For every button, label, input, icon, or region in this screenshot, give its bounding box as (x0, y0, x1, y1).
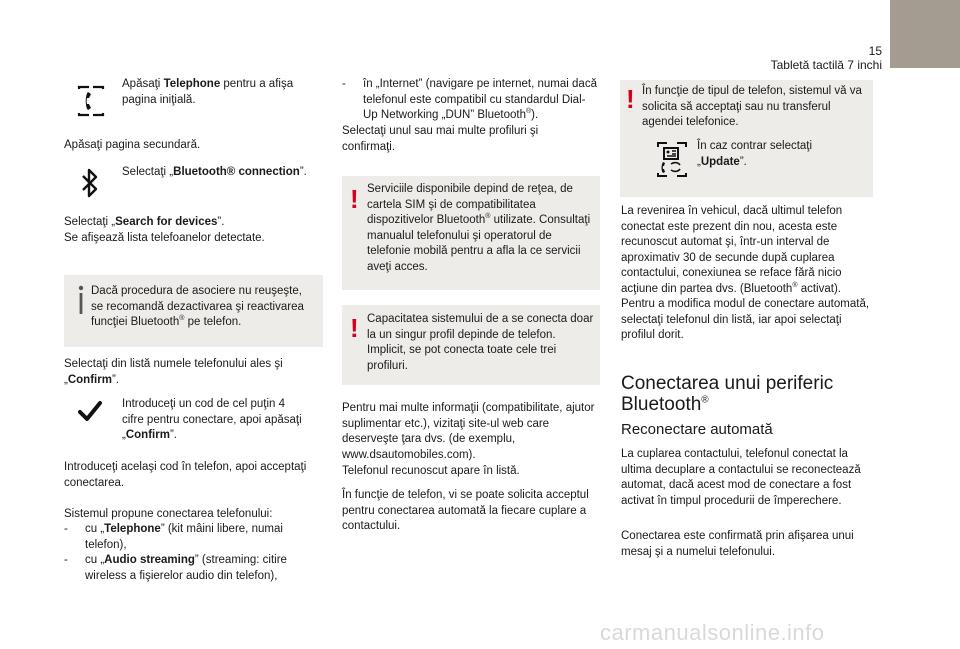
phone-icon (74, 82, 108, 120)
step-secondary-page: Apăsaţi pagina secundară. (64, 139, 201, 151)
warning-icon: ! (350, 184, 359, 214)
step-select-phone: Selectaţi din listă numele telefonului ales şi „Confirm”. (64, 358, 283, 386)
warning-contacts-text: În funcţie de tipul de telefon, sistemul vă va solicita să acceptaţi sau nu transferul agendei telefonice. (642, 85, 862, 128)
list-item: - cu „Audio streaming” (streaming: citire wireless a fişierelor audio din telefon), (64, 554, 287, 582)
step-select-bluetooth-connection: Selectaţi „Bluetooth® connection”. (122, 166, 307, 178)
internet-list-item: - în „Internet” (navigare pe internet, numai dacă telefonul este compatibil cu standardul Dial-Up Networking „DUN” Bluetooth®). (342, 78, 597, 121)
chapter-title: Tabletă tactilă 7 inchi (770, 58, 882, 72)
step-connection-proposal: Sistemul propune conectarea telefonului: (64, 508, 273, 520)
warning-icon: ! (626, 84, 635, 114)
step-enter-code: Introduceţi un cod de cel puţin 4 cifre pentru conectare, apoi apăsaţi „Confirm”. (122, 398, 302, 441)
list-item: - cu „Telephone” (kit mâini libere, numai telefon), (64, 523, 283, 551)
return-to-vehicle-text: La revenirea în vehicul, dacă ultimul telefon conectat este prezent din nou, acesta este recunoscut automat şi, într-un interval de aproximativ 30 de secunde după cuplarea contactului, conexiunea se reface fără nicio acţiune din partea dvs. (Bluetooth® activat). Pentru a modifica modul de conectare automată, selectaţi telefonul din listă, iar apoi selectaţi profilul dorit. (621, 205, 870, 341)
section-heading: Conectarea unui periferic Bluetooth® (621, 373, 834, 415)
page-number: 15 (868, 44, 882, 58)
update-instruction: În caz contrar selectaţi „Update”. (697, 140, 813, 168)
warning-profile-text: Capacitatea sistemului de a se conecta doar la un singur profil depinde de telefon. Implicit, se pot conecta toate cele trei profiluri. (367, 313, 594, 372)
watermark: carmanualsonline.info (600, 620, 825, 645)
connection-confirmed-text: Conectarea este confirmată prin afişarea unui mesaj şi a numelui telefonului. (621, 530, 854, 558)
info-note-text: Dacă procedura de asociere nu reuşeşte, se recomandă dezactivarea şi reactivarea funcţiei Bluetooth® pe telefon. (91, 285, 304, 328)
phone-recognized-text: Telefonul recunoscut apare în listă. (342, 465, 520, 477)
check-icon (76, 398, 104, 424)
chapter-tab (890, 0, 960, 68)
step-enter-same-code: Introduceţi acelaşi cod în telefon, apoi acceptaţi conectarea. (64, 461, 307, 489)
subsection-heading: Reconectare automată (621, 421, 773, 438)
warning-icon: ! (350, 313, 359, 343)
info-icon (74, 285, 88, 315)
bluetooth-icon (76, 166, 104, 200)
warning-services-text: Serviciile disponibile depind de reţea, de cartela SIM şi de compatibilitatea dispozitivelor Bluetooth® utilizate. Consultaţi manualul telefonului şi operatorul de telefonie mobilă pentru a afla la ce servicii aveţi acces. (367, 183, 591, 273)
step-press-telephone: Apăsaţi Telephone pentru a afişa pagina iniţială. (122, 78, 294, 106)
select-profiles-text: Selectaţi unul sau mai multe profiluri şi confirmaţi. (342, 125, 539, 153)
auto-reconnect-text: La cuplarea contactului, telefonul conectat la ultima decuplare a contactului se reconectează automat, dacă acest mod de conectare a fost activat în timpul procedurii de împerechere. (621, 448, 861, 507)
profile-list (64, 522, 324, 584)
auto-connect-acceptance-text: În funcţie de telefon, vi se poate solicita acceptul pentru conectarea automată la fiecare cuplare a contactului. (342, 489, 589, 532)
step-search-devices: Selectaţi „Search for devices”. Se afişează lista telefoanelor detectate. (64, 216, 265, 244)
contacts-update-icon (654, 139, 690, 179)
more-info-text: Pentru mai multe informaţii (compatibilitate, ajutor suplimentar etc.), vizitaţi site-ul web care deserveşte ţara dvs. (de exemplu, www.dsautomobiles.com). (342, 402, 595, 461)
